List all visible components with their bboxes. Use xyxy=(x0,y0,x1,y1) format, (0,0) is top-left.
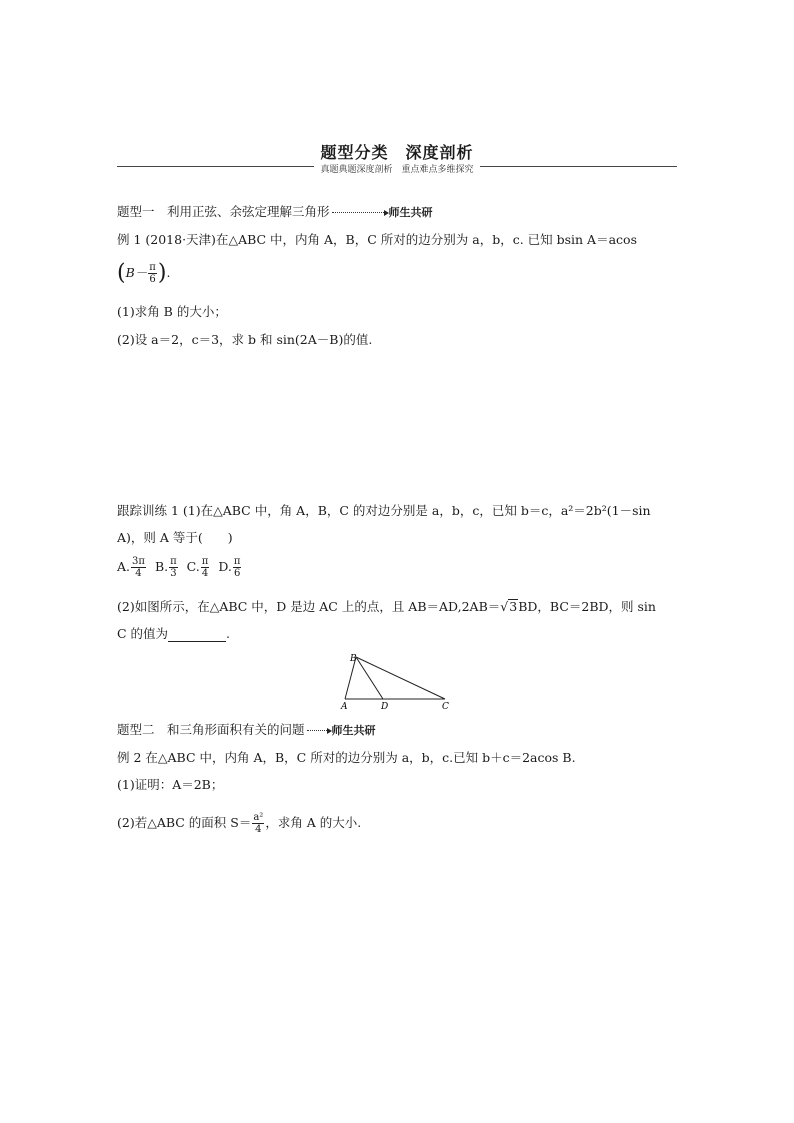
type1-badge: 师生共研 xyxy=(388,206,433,219)
exercise1-options xyxy=(117,556,242,579)
example1-q2: (2)设 a＝2，c＝3，求 b 和 sin(2A－B)的值. xyxy=(117,332,373,347)
left-paren: ( xyxy=(117,260,126,286)
example1-text: 在△ABC 中，内角 A，B，C 所对的边分别为 a，b，c. 已知 bsin A＝acos xyxy=(215,232,637,247)
type2-heading-row xyxy=(117,722,376,739)
example1-q1: (1)求角 B 的大小； xyxy=(117,304,227,319)
option-d: D. $\frac{\pi}{6}$ xyxy=(218,556,241,579)
section-title: 题型分类 深度剖析 xyxy=(320,143,474,162)
example1-line1 xyxy=(117,232,637,248)
type2-heading: 题型二 和三角形面积有关的问题 xyxy=(117,722,305,737)
example2-line1: 例 2 在△ABC 中，内角 A，B，C 所对的边分别为 a，b，c.已知 b＋c＝2acos B. xyxy=(117,750,576,765)
type2-badge: 师生共研 xyxy=(331,724,376,737)
exercise1-q2-line2: C 的值为 . xyxy=(117,626,231,641)
example1-line2-pre: B－ xyxy=(125,265,148,280)
option-b: B. $\frac{\pi}{3}$ xyxy=(154,556,177,579)
pi-over-6-fraction: $\frac{\pi}{6}$ xyxy=(149,262,156,285)
a2-over-4-fraction: $\frac{\text{a²}}{4}$ xyxy=(253,812,264,835)
label-d: D xyxy=(381,702,389,712)
label-b: B xyxy=(350,654,357,664)
dotted-leader xyxy=(332,212,384,213)
example1-line2: (B－ $\frac{\pi}{6}$ ). xyxy=(117,260,171,286)
option-c: C. $\frac{\pi}{4}$ xyxy=(186,556,209,579)
dotted-leader xyxy=(307,730,327,731)
exercise1-line1: 跟踪训练 1 (1)在△ABC 中，角 A，B，C 的对边分别是 a，b，c，已知 b＝c，a²＝2b²(1－sin xyxy=(117,503,651,518)
triangle-figure xyxy=(335,650,460,712)
label-c: C xyxy=(442,702,449,712)
example2-q1: (1)证明：A＝2B； xyxy=(117,777,224,792)
right-paren: ) xyxy=(157,260,167,286)
exercise1-line2: A)，则 A 等于( ) xyxy=(117,530,233,545)
option-a: A. $\frac{3\pi}{4}$ xyxy=(117,556,145,579)
type1-heading: 题型一 利用正弦、余弦定理解三角形 xyxy=(117,204,330,219)
label-a: A xyxy=(341,702,348,712)
example2-q2: (2)若△ABC 的面积 S＝ $\frac{\text{a²}}{4}$ ，求角 A 的大小. xyxy=(117,812,362,835)
type1-heading-row xyxy=(117,204,433,221)
example1-label: 例 1 (2018·天津) xyxy=(117,232,216,247)
sqrt-value: 3 xyxy=(509,599,518,614)
answer-blank[interactable] xyxy=(168,629,226,642)
exercise1-q2-line1: (2)如图所示，在△ABC 中，D 是边 AC 上的点，且 AB＝AD,2AB＝√3BD，BC＝2BD，则 sin xyxy=(117,599,656,614)
section-subtitle: 真题典题深度剖析 重点难点多维探究 xyxy=(0,162,794,175)
sqrt-symbol: √ xyxy=(500,599,509,614)
